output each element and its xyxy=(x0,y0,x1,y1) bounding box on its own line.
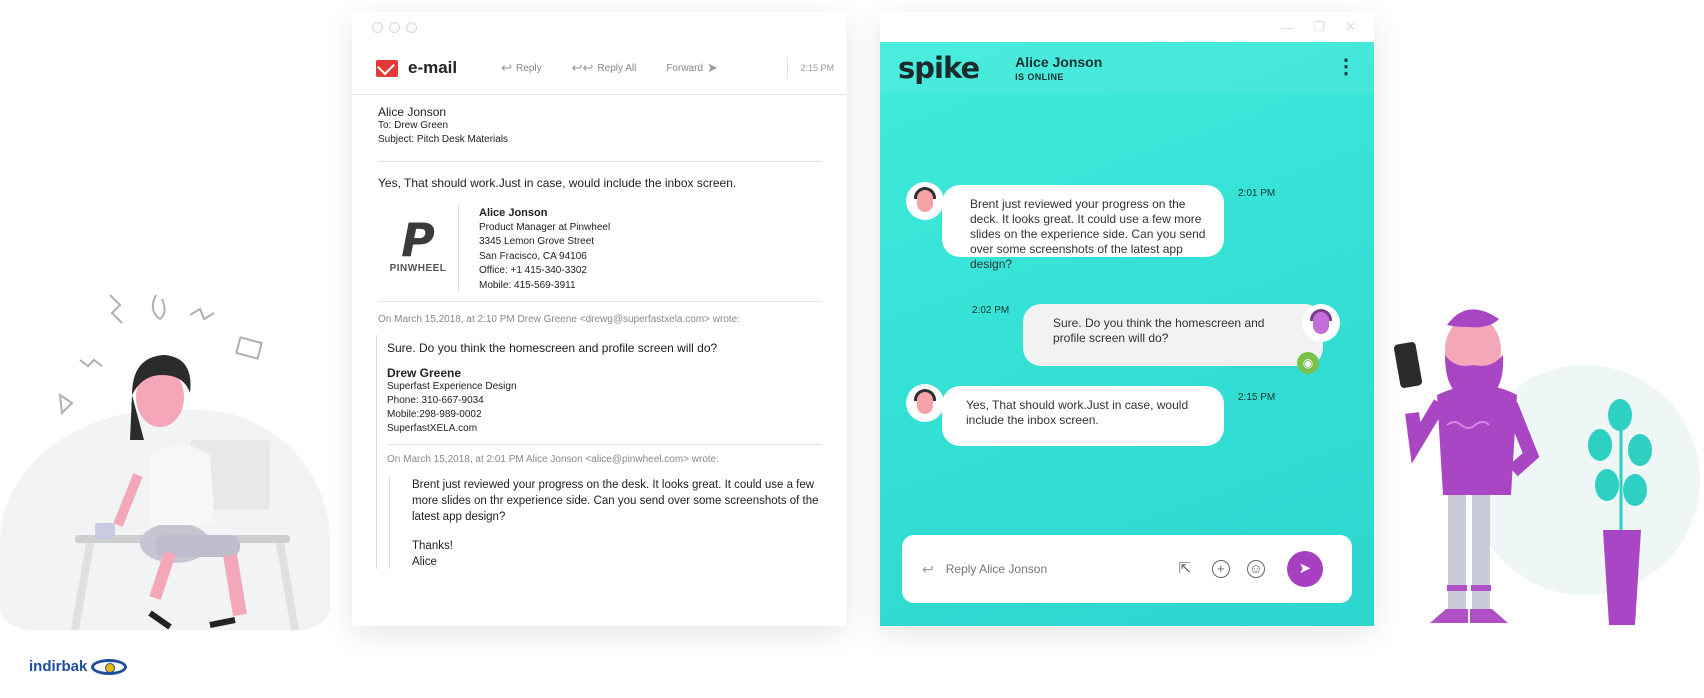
email-message: Yes, That should work.Just in case, would include the inbox screen. xyxy=(378,176,737,190)
expand-icon[interactable]: ⇱ xyxy=(1178,560,1192,577)
signature-street: 3345 Lemon Grove Street xyxy=(479,236,595,247)
email-body xyxy=(352,95,846,569)
avatar-face xyxy=(1313,312,1329,334)
nested-quoted-thanks: Thanks! xyxy=(412,540,453,552)
quote-header: On March 15,2018, at 2:10 PM Drew Greene <drewg@superfastxela.com> wrote: xyxy=(378,314,740,325)
reply-all-icon: ↩↩ xyxy=(571,60,594,75)
signature-mobile: Mobile: 415-569-3911 xyxy=(479,279,576,291)
nested-quoted-sign: Alice xyxy=(412,556,437,568)
eye-logo-icon xyxy=(91,659,127,675)
divider xyxy=(378,301,822,302)
reply-icon: ↩ xyxy=(501,60,513,75)
avatar xyxy=(1302,304,1340,342)
watermark-text: indirbak xyxy=(29,658,88,675)
contact-name: Alice Jonson xyxy=(1015,54,1103,70)
window-maximize-dot[interactable] xyxy=(406,22,417,33)
reply-button[interactable] xyxy=(501,60,541,76)
contact-status: IS ONLINE xyxy=(1015,72,1064,82)
divider xyxy=(378,161,822,162)
email-subject: Subject: Pitch Desk Materials xyxy=(378,134,509,145)
nested-quoted-message xyxy=(389,475,822,569)
email-brand: e-mail xyxy=(408,58,458,77)
email-signature xyxy=(378,206,822,293)
nested-quote-header: On March 15,2018, at 2:01 PM Alice Jonson <alice@pinwheel.com> wrote: xyxy=(387,454,719,465)
quoted-sender-phone: Phone: 310-667-9034 xyxy=(387,395,484,406)
emoji-icon[interactable]: ☺ xyxy=(1247,560,1265,578)
forward-icon: ➤ xyxy=(707,60,718,75)
signature-office: Office: +1 415-340-3302 xyxy=(479,265,587,276)
quoted-sender-name: Drew Greene xyxy=(387,366,462,380)
pinwheel-logo-icon: P xyxy=(401,213,435,267)
email-from: Alice Jonson xyxy=(378,105,447,119)
toolbar-divider xyxy=(787,57,788,79)
reply-composer xyxy=(902,535,1352,603)
signature-city: San Fracisco, CA 94106 xyxy=(479,250,587,262)
avatar-face xyxy=(917,392,933,414)
email-to: To: Drew Green xyxy=(378,120,449,131)
send-button[interactable]: ➤ xyxy=(1287,551,1323,587)
reply-input[interactable] xyxy=(944,561,1158,577)
seen-eye-icon: ◉ xyxy=(1297,352,1319,374)
window-minimize-dot[interactable] xyxy=(389,22,400,33)
minimize-icon[interactable]: — xyxy=(1280,19,1294,35)
signature-details xyxy=(479,206,610,293)
signature-name: Alice Jonson xyxy=(479,207,548,219)
message-bubble-incoming: Brent just reviewed your progress on the deck. It looks great. It could use a few more slides on the experience side. Can you send over some screenshots of the latest app design? xyxy=(942,185,1224,257)
add-attachment-icon[interactable]: + xyxy=(1212,560,1230,578)
forward-label: Forward xyxy=(666,62,704,74)
spike-logo: spike xyxy=(898,51,980,85)
avatar xyxy=(906,182,944,220)
message-time: 2:01 PM xyxy=(1238,188,1276,199)
close-icon[interactable]: ✕ xyxy=(1345,19,1356,34)
quoted-sender-site: SuperfastXELA.com xyxy=(387,423,478,434)
reply-all-label: Reply All xyxy=(597,62,637,74)
reply-label: Reply xyxy=(516,62,542,74)
forward-button[interactable] xyxy=(666,60,718,76)
email-time: 2:15 PM xyxy=(800,63,834,73)
quoted-sender-mobile: Mobile:298-989-0002 xyxy=(387,409,482,420)
message-bubble-outgoing: Sure. Do you think the homescreen and profile screen will do? xyxy=(1023,304,1323,366)
more-options-icon[interactable]: ⋮ xyxy=(1336,56,1356,78)
contact-info xyxy=(1015,54,1102,82)
quoted-message xyxy=(376,335,822,569)
restore-icon[interactable]: ❐ xyxy=(1313,19,1326,34)
message-bubble-incoming: Yes, That should work.Just in case, would include the inbox screen. xyxy=(942,386,1224,446)
nested-quoted-text: Brent just reviewed your progress on the desk. It looks great. It could use a few more slides on thr experience side. Can you send over some screenshots of the latest app design? xyxy=(412,479,819,523)
man-with-phone-illustration xyxy=(1385,285,1690,640)
woman-at-desk-illustration xyxy=(50,285,340,635)
email-toolbar xyxy=(352,42,846,95)
email-titlebar xyxy=(352,12,846,42)
chat-window xyxy=(880,12,1374,626)
pinwheel-logo xyxy=(378,206,459,293)
chat-header xyxy=(880,42,1374,94)
email-window xyxy=(352,12,846,626)
reply-icon: ↩ xyxy=(922,560,934,577)
signature-title: Product Manager at Pinwheel xyxy=(479,221,611,233)
window-close-dot[interactable] xyxy=(372,22,383,33)
chat-titlebar xyxy=(880,12,1374,42)
message-time: 2:15 PM xyxy=(1238,392,1276,403)
watermark xyxy=(29,658,127,675)
quoted-text: Sure. Do you think the homescreen and profile screen will do? xyxy=(387,341,718,355)
mail-icon xyxy=(376,60,398,77)
divider xyxy=(387,444,822,445)
avatar xyxy=(906,384,944,422)
reply-all-button[interactable] xyxy=(572,60,637,76)
pinwheel-logo-text: PINWHEEL xyxy=(389,263,447,274)
quoted-sender-company: Superfast Experience Design xyxy=(387,381,517,392)
message-time: 2:02 PM xyxy=(972,305,1010,316)
avatar-face xyxy=(917,190,933,212)
